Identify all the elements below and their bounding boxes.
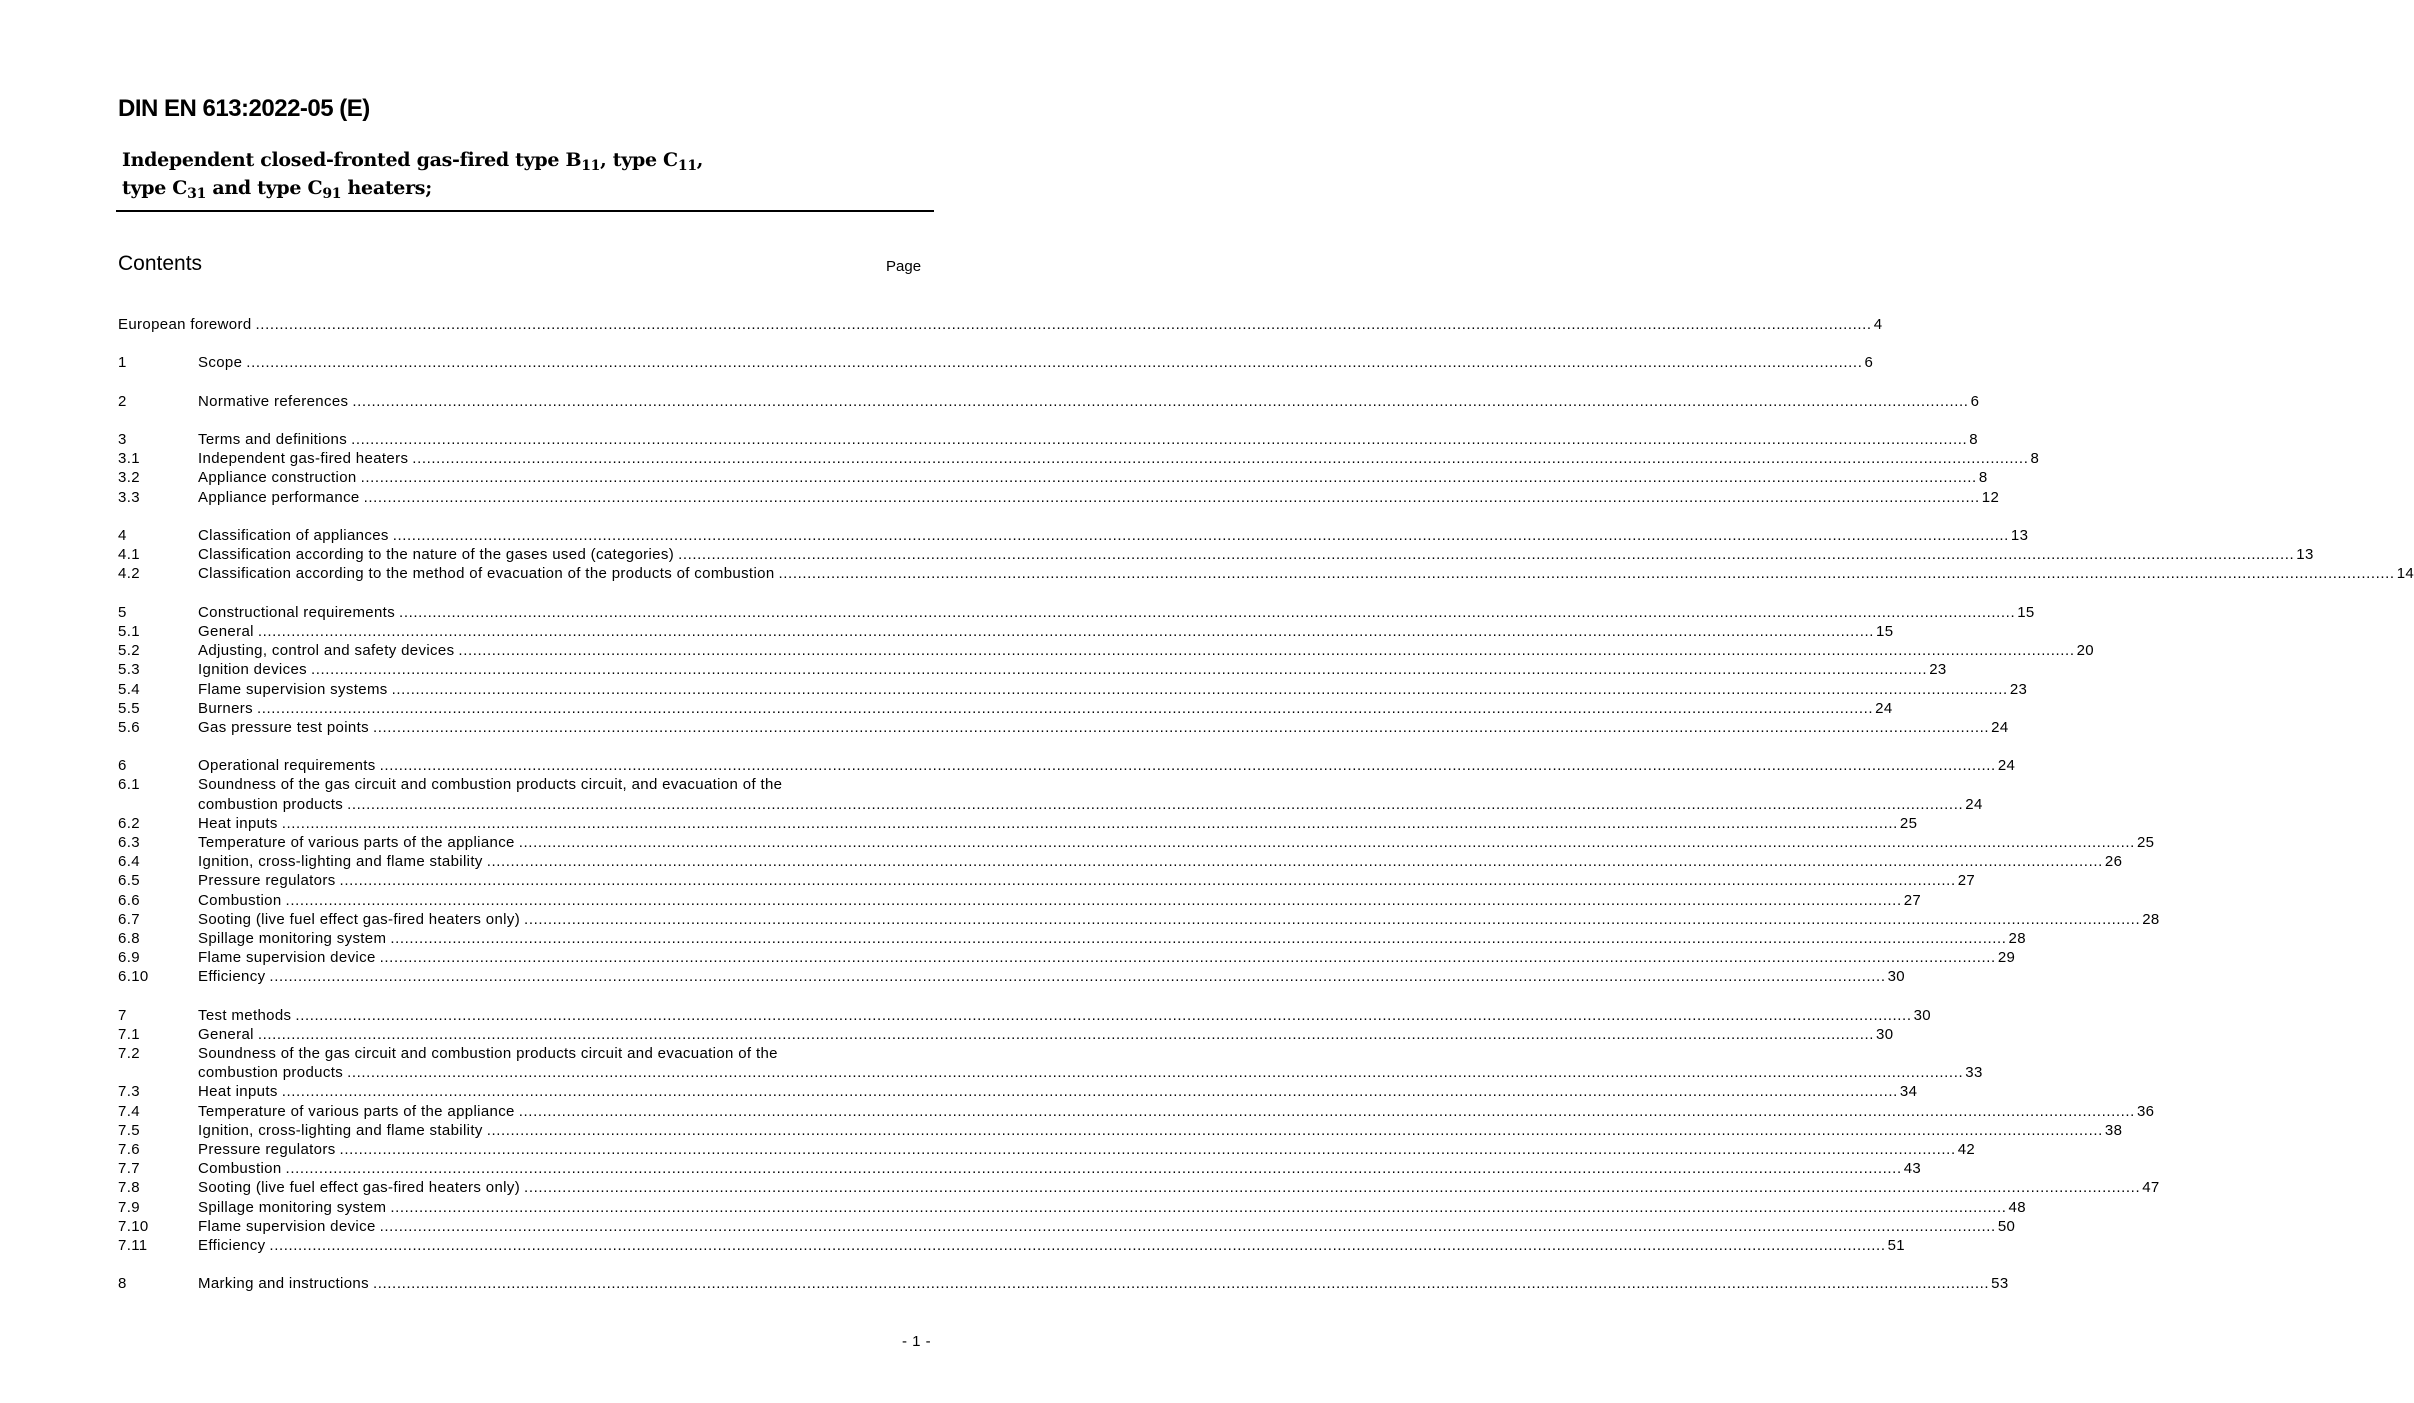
toc-dot-leader <box>524 910 2140 929</box>
subtitle-line-2 <box>122 174 703 202</box>
toc-entry[interactable] <box>118 756 2016 775</box>
toc-entry-title: Gas pressure test points <box>198 718 369 736</box>
page-column-heading: Page <box>886 258 922 275</box>
toc-entry-number: 3.3 <box>118 488 140 506</box>
toc-entry-title: Classification according to the nature of the gases used (categories) <box>198 546 675 564</box>
subtitle-text: type C <box>122 177 188 199</box>
toc-entry-page: 29 <box>1997 949 2016 967</box>
document-id: DIN EN 613:2022-05 (E) <box>118 95 370 122</box>
toc-entry-title: Classification of appliances <box>198 527 389 545</box>
toc-entry-page: 25 <box>1899 814 1918 832</box>
toc-entry-page: 30 <box>1887 968 1905 986</box>
toc-entry-page: 15 <box>1876 622 1894 640</box>
toc-entry[interactable] <box>118 1217 2016 1236</box>
toc-entry-number: 6.4 <box>118 853 140 871</box>
toc-entry-page: 24 <box>1965 795 1983 813</box>
toc-entry-number: 4 <box>118 527 127 545</box>
header-divider <box>116 210 934 212</box>
toc-entry-title: Temperature of various parts of the appliance <box>198 834 515 852</box>
toc-entry-number: 3 <box>118 431 127 449</box>
toc-entry-page: 50 <box>1997 1217 2016 1235</box>
toc-entry-page: 20 <box>2076 642 2094 660</box>
toc-entry-page: 48 <box>2008 1198 2026 1216</box>
subtitle-text: and type C <box>206 177 323 199</box>
toc-entry-title: Constructional requirements <box>198 603 396 621</box>
toc-entry-title: Combustion <box>198 891 282 909</box>
toc-entry-page: 4 <box>1873 315 1883 333</box>
document-subtitle <box>122 146 703 202</box>
toc-entry-title: General <box>198 622 254 640</box>
toc-dot-leader <box>282 1082 1898 1101</box>
toc-entry-page: 38 <box>2104 1121 2123 1139</box>
toc-entry-title: Flame supervision device <box>198 949 376 967</box>
toc-entry[interactable] <box>118 1121 2123 1140</box>
toc-entry-page: 8 <box>2030 450 2040 468</box>
toc-entry-title-continued: combustion products <box>198 795 344 813</box>
toc-entry-number: 4.2 <box>118 565 140 583</box>
toc-dot-leader <box>393 526 2009 545</box>
toc-entry-number: 5.1 <box>118 622 140 640</box>
toc-entry-page: 51 <box>1887 1236 1905 1254</box>
subtitle-subscript: 11 <box>581 158 601 174</box>
toc-entry-title: General <box>198 1025 254 1043</box>
toc-entry[interactable] <box>118 891 1922 910</box>
toc-entry[interactable] <box>118 718 2009 737</box>
toc-entry-page: 14 <box>2396 565 2414 583</box>
subtitle-text: , type C <box>600 149 678 171</box>
toc-dot-leader <box>347 1063 1963 1082</box>
toc-entry-number: 6.3 <box>118 834 140 852</box>
toc-entry[interactable] <box>118 545 2314 564</box>
toc-entry[interactable] <box>118 622 1894 641</box>
toc-entry-number: 3.1 <box>118 450 140 468</box>
toc-dot-leader <box>380 1217 1996 1236</box>
toc-dot-leader <box>487 852 2103 871</box>
toc-entry-page: 6 <box>1864 354 1874 372</box>
toc-dot-leader <box>458 641 2074 660</box>
toc-entry[interactable] <box>118 353 1874 372</box>
toc-entry-number: 7.1 <box>118 1025 140 1043</box>
toc-entry[interactable] <box>118 1044 921 1063</box>
toc-entry-page: 8 <box>1978 469 1988 487</box>
toc-dot-leader <box>519 1102 2135 1121</box>
toc-entry-title: Adjusting, control and safety devices <box>198 642 455 660</box>
toc-dot-leader <box>352 392 1968 411</box>
subtitle-subscript: 11 <box>677 158 697 174</box>
toc-entry[interactable] <box>118 1274 2009 1293</box>
toc-entry[interactable] <box>118 1102 2155 1121</box>
toc-dot-leader <box>364 488 1980 507</box>
toc-entry-title: Sooting (live fuel effect gas-fired heaters only) <box>198 1179 521 1197</box>
toc-dot-leader <box>678 545 2294 564</box>
toc-dot-leader <box>361 468 1977 487</box>
toc-entry-page: 24 <box>1875 699 1893 717</box>
toc-entry-number: 6.6 <box>118 891 140 909</box>
toc-dot-leader <box>373 1274 1989 1293</box>
toc-entry[interactable] <box>118 1236 1905 1255</box>
toc-entry-title: Spillage monitoring system <box>198 1198 387 1216</box>
toc-entry-title: Normative references <box>198 392 349 410</box>
toc-entry-number: 7.6 <box>118 1141 140 1159</box>
toc-entry-number: 5.4 <box>118 680 140 698</box>
toc-dot-leader <box>258 1025 1874 1044</box>
toc-dot-leader <box>282 814 1898 833</box>
toc-entry-number: 6.8 <box>118 929 140 947</box>
toc-entry-title: Test methods <box>198 1006 292 1024</box>
toc-dot-leader <box>340 871 1956 890</box>
toc-dot-leader <box>286 1159 1902 1178</box>
toc-entry-number: 7.2 <box>118 1045 140 1063</box>
toc-entry[interactable] <box>118 833 2155 852</box>
toc-dot-leader <box>246 353 1862 372</box>
toc-entry[interactable] <box>118 1140 1976 1159</box>
toc-entry-number: 3.2 <box>118 469 140 487</box>
toc-entry-title: Terms and definitions <box>198 431 348 449</box>
toc-dot-leader <box>487 1121 2103 1140</box>
toc-entry-page: 13 <box>2010 527 2029 545</box>
toc-entry-page: 24 <box>1991 718 2009 736</box>
toc-entry-page: 30 <box>1876 1025 1894 1043</box>
toc-dot-leader <box>380 756 1996 775</box>
toc-dot-leader <box>347 795 1963 814</box>
toc-entry-page: 26 <box>2104 853 2123 871</box>
toc-entry-number: 7 <box>118 1006 127 1024</box>
toc-entry-title: Ignition, cross-lighting and flame stability <box>198 1121 483 1139</box>
toc-entry-page: 28 <box>2008 929 2026 947</box>
toc-entry[interactable] <box>118 871 1976 890</box>
subtitle-subscript: 91 <box>322 186 342 202</box>
toc-entry[interactable] <box>118 1159 1922 1178</box>
toc-entry[interactable] <box>118 488 2000 507</box>
toc-entry-title: Operational requirements <box>198 757 376 775</box>
toc-entry-number: 7.5 <box>118 1121 140 1139</box>
toc-entry-page: 30 <box>1913 1006 1931 1024</box>
toc-entry-number: 1 <box>118 354 127 372</box>
toc-entry[interactable] <box>118 603 2035 622</box>
toc-dot-leader <box>269 967 1885 986</box>
toc-entry-title: Heat inputs <box>198 1083 278 1101</box>
toc-entry[interactable] <box>118 660 1947 679</box>
toc-entry-title: Marking and instructions <box>198 1275 369 1293</box>
toc-entry-number: 7.4 <box>118 1102 140 1120</box>
toc-dot-leader <box>295 1006 1911 1025</box>
toc-entry-title: Pressure regulators <box>198 872 336 890</box>
toc-dot-leader <box>392 680 2008 699</box>
toc-entry-title: Efficiency <box>198 968 266 986</box>
toc-dot-leader <box>412 449 2028 468</box>
toc-dot-leader <box>373 718 1989 737</box>
toc-entry[interactable] <box>118 699 1893 718</box>
toc-entry-page: 36 <box>2136 1102 2155 1120</box>
toc-entry-number: 8 <box>118 1275 127 1293</box>
toc-entry-title: Appliance performance <box>198 488 360 506</box>
toc-entry-title: Combustion <box>198 1160 282 1178</box>
toc-entry-page: 27 <box>1957 872 1976 890</box>
toc-entry[interactable] <box>118 1178 2160 1197</box>
toc-entry-page: 47 <box>2142 1179 2160 1197</box>
toc-entry-number: 6.7 <box>118 910 140 928</box>
toc-entry-page: 27 <box>1903 891 1922 909</box>
toc-entry[interactable] <box>118 910 2160 929</box>
toc-entry-page: 6 <box>1970 392 1980 410</box>
toc-entry-number: 5.6 <box>118 718 140 736</box>
toc-entry-title: Sooting (live fuel effect gas-fired heaters only) <box>198 910 521 928</box>
toc-entry[interactable] <box>118 1006 1931 1025</box>
toc-entry-page: 43 <box>1903 1160 1922 1178</box>
toc-entry[interactable] <box>118 967 1905 986</box>
toc-entry[interactable] <box>118 1083 1918 1102</box>
toc-entry-number: 2 <box>118 392 127 410</box>
toc-entry[interactable] <box>118 852 2123 871</box>
toc-entry-title: Independent gas-fired heaters <box>198 450 409 468</box>
toc-entry-page: 12 <box>1981 488 2000 506</box>
toc-entry[interactable] <box>118 776 921 795</box>
toc-dot-leader <box>390 929 2006 948</box>
toc-entry-number: 5 <box>118 603 127 621</box>
toc-entry-number: 7.3 <box>118 1083 140 1101</box>
toc-entry-continuation[interactable] <box>118 1063 1983 1082</box>
toc-entry[interactable] <box>118 469 1988 488</box>
toc-entry-page: 8 <box>1969 431 1978 449</box>
toc-entry-number: 5.2 <box>118 642 140 660</box>
toc-dot-leader <box>256 315 1872 334</box>
toc-entry-page: 25 <box>2136 834 2155 852</box>
toc-entry-title: European foreword <box>118 315 252 333</box>
toc-dot-leader <box>399 603 2015 622</box>
toc-entry-continuation[interactable] <box>118 795 1983 814</box>
toc-entry[interactable] <box>118 929 2026 948</box>
page-number: - 1 - <box>902 1333 932 1350</box>
toc-entry-title: Scope <box>198 354 243 372</box>
toc-dot-leader <box>286 891 1902 910</box>
toc-entry-page: 28 <box>2142 910 2160 928</box>
toc-entry-number: 6.2 <box>118 814 140 832</box>
toc-entry[interactable] <box>118 564 2414 583</box>
toc-entry-title: Flame supervision device <box>198 1217 376 1235</box>
toc-dot-leader <box>380 948 1996 967</box>
toc-entry[interactable] <box>118 392 1980 411</box>
subtitle-text: heaters; <box>341 177 432 199</box>
toc-entry-number: 6.1 <box>118 776 140 794</box>
toc-entry-title: Classification according to the method of evacuation of the products of combustion <box>198 565 775 583</box>
toc-entry-title: Temperature of various parts of the appliance <box>198 1102 515 1120</box>
toc-dot-leader <box>311 660 1927 679</box>
toc-dot-leader <box>779 564 2395 583</box>
toc-entry-page: 13 <box>2296 546 2314 564</box>
toc-entry[interactable] <box>118 1025 1894 1044</box>
toc-entry[interactable] <box>118 1198 2026 1217</box>
toc-entry-number: 7.11 <box>118 1236 148 1254</box>
table-of-contents <box>118 315 2414 1294</box>
toc-entry-title: Pressure regulators <box>198 1141 336 1159</box>
toc-entry-title: Appliance construction <box>198 469 357 487</box>
toc-entry-page: 23 <box>1929 661 1947 679</box>
toc-entry-page: 33 <box>1965 1064 1983 1082</box>
toc-dot-leader <box>390 1198 2006 1217</box>
toc-entry[interactable] <box>118 814 1918 833</box>
toc-entry-number: 7.8 <box>118 1179 140 1197</box>
toc-entry-title: Soundness of the gas circuit and combustion products circuit, and evacuation of the <box>198 776 783 794</box>
toc-entry-number: 6.5 <box>118 872 140 890</box>
toc-entry-number: 7.7 <box>118 1160 140 1178</box>
toc-entry-page: 15 <box>2017 603 2035 621</box>
toc-entry-number: 6 <box>118 757 127 775</box>
subtitle-subscript: 31 <box>187 186 207 202</box>
toc-entry[interactable] <box>118 948 2016 967</box>
toc-entry-title: Ignition, cross-lighting and flame stability <box>198 853 483 871</box>
toc-entry-title: Flame supervision systems <box>198 680 388 698</box>
subtitle-line-1 <box>122 146 703 174</box>
toc-entry[interactable] <box>118 449 2040 468</box>
toc-entry-number: 4.1 <box>118 546 140 564</box>
toc-entry-title: Ignition devices <box>198 661 307 679</box>
toc-entry-number: 6.9 <box>118 949 140 967</box>
toc-dot-leader <box>524 1178 2140 1197</box>
toc-entry-number: 7.9 <box>118 1198 140 1216</box>
toc-entry-page: 23 <box>2009 680 2028 698</box>
toc-entry-title: Efficiency <box>198 1236 266 1254</box>
toc-entry[interactable] <box>118 680 2028 699</box>
toc-entry-title: Burners <box>198 699 253 717</box>
subtitle-text: , <box>696 149 704 171</box>
contents-heading: Contents <box>118 252 203 275</box>
toc-entry-number: 6.10 <box>118 968 149 986</box>
toc-entry-number: 7.10 <box>118 1217 149 1235</box>
toc-entry-title: Heat inputs <box>198 814 278 832</box>
toc-dot-leader <box>257 699 1873 718</box>
toc-entry[interactable] <box>118 526 2029 545</box>
toc-entry[interactable] <box>118 641 2094 660</box>
toc-dot-leader <box>340 1140 1956 1159</box>
toc-dot-leader <box>258 622 1874 641</box>
toc-entry-number: 5.5 <box>118 699 140 717</box>
toc-dot-leader <box>269 1236 1885 1255</box>
toc-entry[interactable] <box>118 430 1978 449</box>
toc-dot-leader <box>351 430 1967 449</box>
subtitle-text: Independent closed-fronted gas-fired type B <box>122 149 582 171</box>
toc-entry-page: 53 <box>1991 1275 2009 1293</box>
toc-entry-number: 5.3 <box>118 661 140 679</box>
toc-entry-title-continued: combustion products <box>198 1064 344 1082</box>
toc-entry-page: 24 <box>1997 757 2016 775</box>
toc-dot-leader <box>519 833 2135 852</box>
toc-entry[interactable] <box>118 315 1883 334</box>
toc-entry-title: Spillage monitoring system <box>198 929 387 947</box>
toc-entry-title: Soundness of the gas circuit and combustion products circuit and evacuation of the <box>198 1045 778 1063</box>
toc-entry-page: 42 <box>1957 1141 1976 1159</box>
toc-entry-page: 34 <box>1899 1083 1918 1101</box>
